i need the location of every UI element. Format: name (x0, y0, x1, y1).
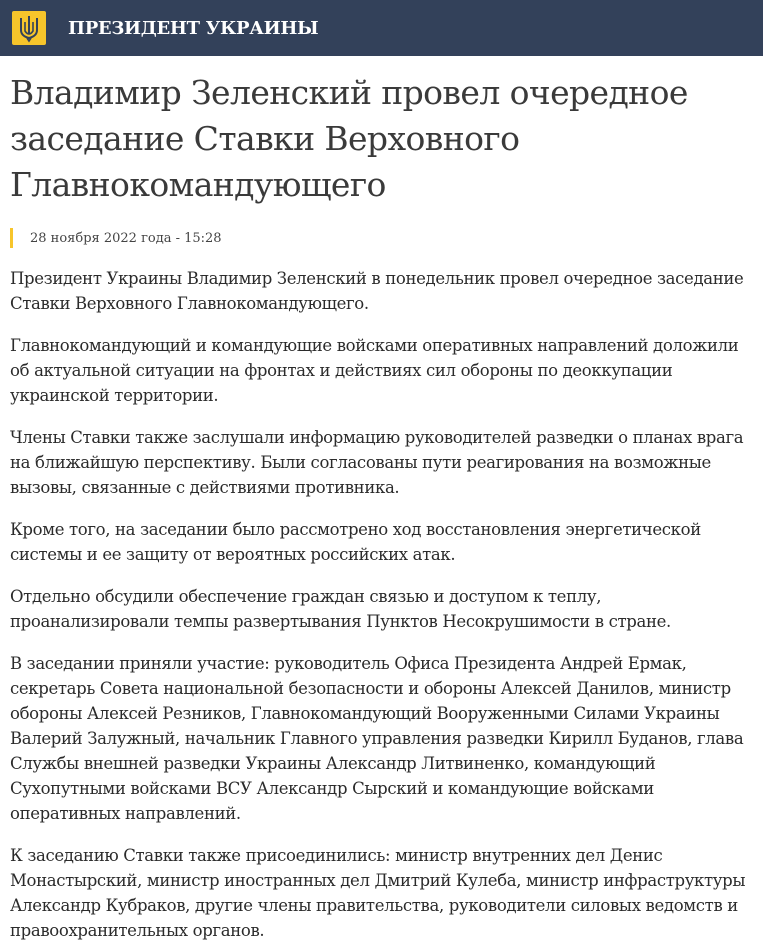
article-paragraph: К заседанию Ставки также присоединились: министр внутренних дел Денис Монастырский, министр иностранных дел Дмитрий Кулеба, министр инфраструктуры Александр Кубраков, другие члены правительства, руководители силовых ведомств и правоохранительных органов. (10, 846, 746, 940)
article-date-row (10, 228, 753, 248)
article-paragraph: В заседании приняли участие: руководитель Офиса Президента Андрей Ермак, секретарь Совета национальной безопасности и обороны Алексей Данилов, министр обороны Алексей Резников, Главнокомандующий Вооруженными Силами Украины Валерий Залужный, начальник Главного управления разведки Кирилл Буданов, глава Службы внешней разведки Украины Александр Литвиненко, командующий Сухопутными войсками ВСУ Александр Сырский и командующие войсками оперативных направлений. (10, 654, 744, 823)
article-paragraph: Главнокомандующий и командующие войсками оперативных направлений доложили об актуальной ситуации на фронтах и действиях сил обороны по деоккупации украинской территории. (10, 336, 739, 405)
article-body (10, 266, 753, 943)
article-paragraph: Члены Ставки также заслушали информацию руководителей разведки о планах врага на ближайшую перспективу. Были согласованы пути реагирования на возможные вызовы, связанные с действиями противника. (10, 428, 744, 497)
site-brand-link[interactable]: ПРЕЗИДЕНТ УКРАИНЫ (68, 17, 319, 39)
trident-emblem-icon[interactable] (12, 11, 46, 45)
article-container (0, 70, 763, 943)
article-title: Владимир Зеленский провел очередное заседание Ставки Верховного Главнокомандующего (10, 73, 688, 204)
article-paragraph: Президент Украины Владимир Зеленский в понедельник провел очередное заседание Ставки Верховного Главнокомандующего. (10, 269, 744, 313)
article-paragraph: Кроме того, на заседании было рассмотрено ход восстановления энергетической системы и ее защиту от вероятных российских атак. (10, 520, 701, 564)
article-date: 28 ноября 2022 года - 15:28 (30, 230, 222, 246)
trident-emblem-svg (17, 14, 41, 42)
date-accent-bar (10, 228, 13, 248)
site-header (0, 0, 763, 56)
article-paragraph: Отдельно обсудили обеспечение граждан связью и доступом к теплу, проанализировали темпы развертывания Пунктов Несокрушимости в стране. (10, 587, 671, 631)
